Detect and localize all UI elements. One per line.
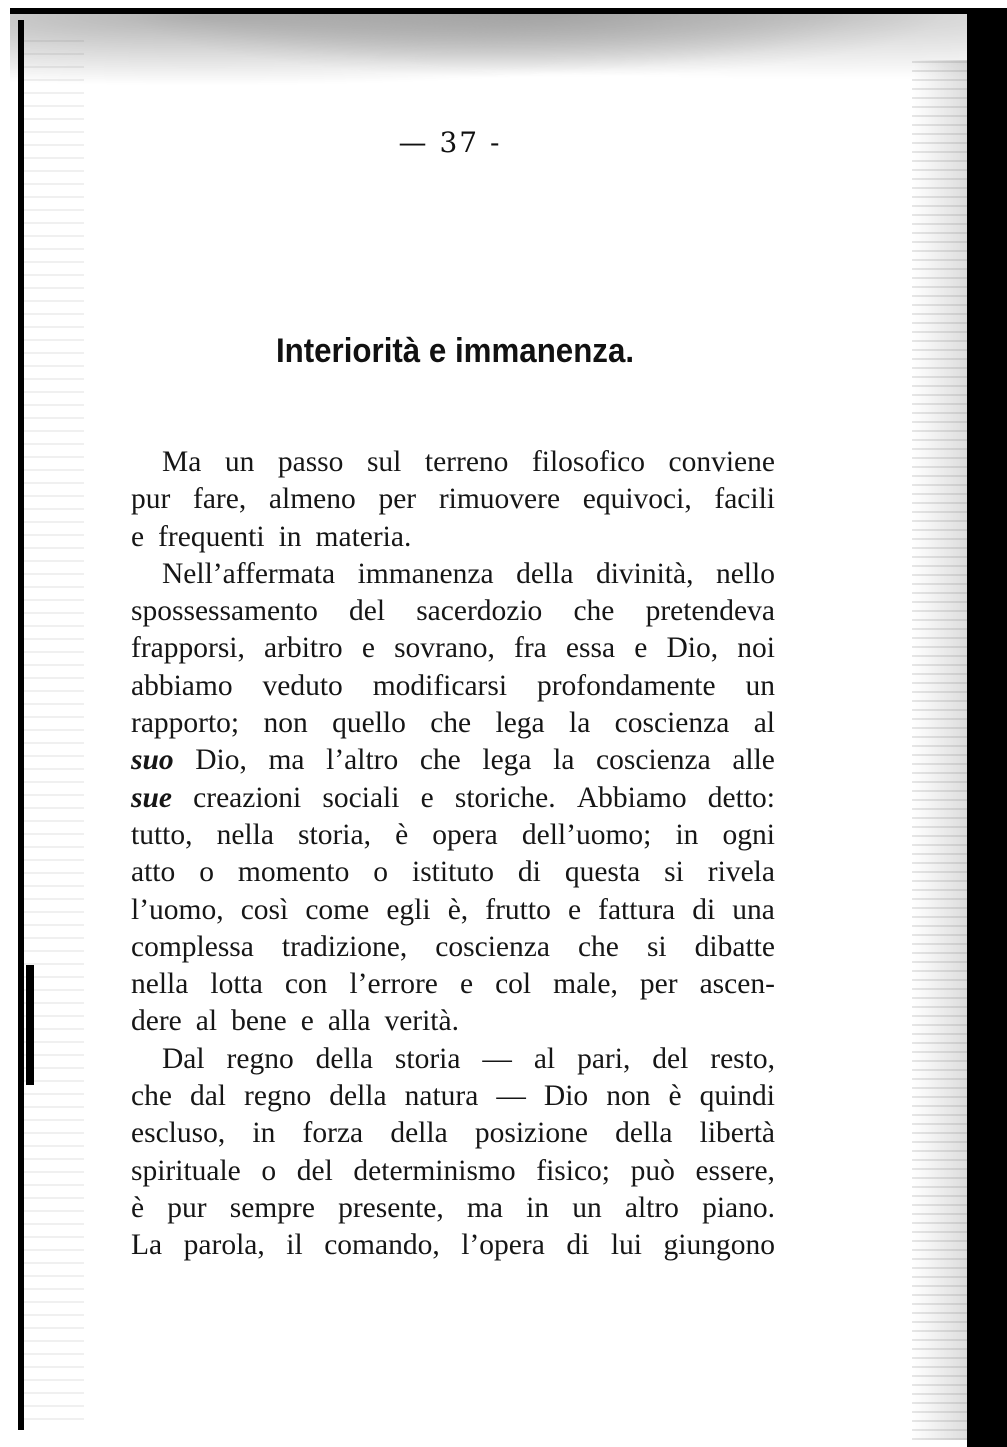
word: alle [732,744,775,777]
word: il [286,1229,303,1262]
word: di [692,893,716,926]
word: con [284,968,328,1001]
word: pur [167,1191,207,1224]
word: e [131,520,145,553]
word: alla [327,1005,371,1038]
word: fattura [598,893,676,926]
word: in [278,520,302,553]
word: sue [131,781,172,814]
word: equivoci, [582,483,692,516]
word: al [753,707,775,740]
word: per [639,968,678,1001]
word: male, [553,968,618,1001]
word: del [296,1154,333,1187]
scan-left-mark [26,965,34,1085]
word: modificarsi [372,669,508,702]
word: posizione [474,1117,588,1150]
word: essa [565,632,616,665]
word: della [390,1117,448,1150]
word: piano. [702,1191,775,1224]
text-line [131,780,775,817]
word: — [482,1042,512,1075]
word: determinismo [353,1154,516,1187]
word: storiche. [454,781,556,814]
word: La [131,1229,163,1262]
word: frutto [485,893,551,926]
word: della [315,1042,373,1075]
word: nello [715,557,775,590]
word: escluso, [131,1117,226,1150]
word: può [630,1154,675,1187]
word: noi [737,632,775,665]
text-line [131,593,775,630]
word: in [526,1191,550,1224]
word: pur [131,483,171,516]
word: facili [714,483,775,516]
word: conviene [668,446,775,478]
text-line [131,892,775,929]
word: momento [237,856,350,889]
word: è [131,1191,145,1224]
word: così [240,893,289,926]
word: libertà [699,1117,775,1150]
word: l’uomo, [131,893,224,926]
word: coscienza [596,744,711,777]
word: della [615,1117,673,1150]
word: come [305,893,370,926]
word: che [577,930,619,963]
word: veduto [262,669,343,702]
word: della [329,1080,387,1113]
word: nella [131,968,189,1001]
word: un [572,1191,602,1224]
scan-right-border [967,8,1007,1447]
word: col [495,968,532,1001]
word: fra [514,632,547,665]
word: e [361,632,375,665]
word: atto [131,856,176,889]
word: creazioni [193,781,302,814]
word: arbitro [264,632,343,665]
text-line [131,1078,775,1115]
word: la [569,707,591,740]
word: al [533,1042,556,1075]
text-line [131,1190,775,1227]
word: si [664,856,684,889]
word: comando, [324,1229,440,1262]
word: natura [404,1080,479,1113]
word: rivela [707,856,775,889]
word: in [675,818,699,851]
word: sociali [322,781,400,814]
scan-left-speckle [24,40,84,1420]
word: istituto [412,856,494,889]
word: fisico; [536,1154,610,1187]
word: che [131,1080,172,1113]
word: pretendeva [645,595,775,628]
word: e [459,968,474,1001]
word: di [566,1229,590,1262]
word: lotta [210,968,263,1001]
word: tutto, [131,818,193,851]
text-line [131,1227,775,1264]
word: essere, [695,1154,775,1187]
word: dere [131,1005,182,1038]
word: spirituale [131,1154,241,1187]
word: tradizione, [281,930,408,963]
word: Ma [162,446,202,478]
word: e [300,1005,314,1038]
word: della [516,557,574,590]
word: l’errore [349,968,438,1001]
word: passo [277,446,344,478]
word: suo [131,744,174,777]
word: storia [394,1042,461,1075]
word: la [553,744,575,777]
word: spossessamento [131,595,318,628]
word: ogni [722,818,775,851]
text-line [131,966,775,1003]
word: almeno [268,483,356,516]
word: — [496,1080,526,1113]
word: è [395,818,409,851]
word: opera [432,818,498,851]
word: forza [302,1117,364,1150]
body-text [131,444,775,1265]
word: ma [466,1191,503,1224]
scan-right-speckle [912,60,967,1440]
text-line [131,929,775,966]
word: quindi [699,1080,775,1113]
word: l’opera [461,1229,545,1262]
word: immanenza [357,557,494,590]
text-line [131,630,775,667]
text-line [131,854,775,891]
word: dell’uomo; [521,818,652,851]
word: e [634,632,648,665]
word: o [199,856,214,889]
word: coscienza [614,707,730,740]
word: resto, [710,1042,775,1075]
text-line [131,668,775,705]
word: dibatte [694,930,775,963]
word: rapporto; [131,707,240,740]
text-line [131,1153,775,1190]
word: abbiamo [131,669,233,702]
text-line [131,705,775,742]
word: complessa [131,930,254,963]
word: detto: [707,781,775,814]
word: bene [231,1005,287,1038]
word: nella [216,818,274,851]
scan-top-shadow [10,8,970,98]
word: di [517,856,541,889]
word: un [224,446,255,478]
word: o [373,856,389,889]
word: per [378,483,417,516]
word: presente, [338,1191,444,1224]
text-line [131,556,775,593]
word: sacerdozio [416,595,543,628]
word: Dio [543,1080,589,1113]
word: filosofico [531,446,645,478]
word: regno [244,1080,312,1113]
word: del [652,1042,689,1075]
word: non [263,707,308,740]
word: l’altro [326,744,399,777]
word: dal [189,1080,227,1113]
word: storia, [298,818,371,851]
word: verità. [384,1005,459,1038]
word: o [261,1154,277,1187]
word: rimuovere [438,483,561,516]
text-line [131,481,775,518]
word: si [646,930,667,963]
word: che [573,595,615,628]
word: Abbiamo [576,781,687,814]
word: terreno [424,446,509,478]
word: lega [495,707,545,740]
word: Dal [162,1042,205,1075]
word: lega [482,744,532,777]
text-line [131,519,775,556]
word: è, [447,893,469,926]
word: egli [386,893,431,926]
text-line [131,444,775,481]
word: in [252,1117,276,1150]
word: che [430,707,472,740]
word: lui [610,1229,642,1262]
word: è [668,1080,682,1113]
word: frapporsi, [131,632,245,665]
word: sul [366,446,402,478]
word: coscienza [435,930,550,963]
word: ma [268,744,305,777]
text-line [131,1041,775,1078]
word: divinità, [595,557,694,590]
word: giungono [663,1229,775,1262]
word: pari, [577,1042,631,1075]
word: Nell’affermata [162,557,336,590]
word: non [606,1080,651,1113]
word: e [567,893,582,926]
word: fare, [193,483,247,516]
word: questa [564,856,641,889]
word: frequenti [158,520,265,553]
text-line [131,742,775,779]
word: quello [332,707,406,740]
word: sempre [229,1191,315,1224]
word: altro [624,1191,679,1224]
text-line [131,817,775,854]
text-line [131,1115,775,1152]
chapter-title: Interiorità e immanenza. [275,332,635,370]
word: del [348,595,386,628]
word: Dio, [666,632,719,665]
text-line [131,1003,775,1040]
word: materia. [315,520,412,553]
scan-top-border [10,8,970,14]
word: al [195,1005,218,1038]
word: e [420,781,434,814]
word: una [732,893,775,926]
word: che [419,744,461,777]
word: profondamente [536,669,716,702]
word: regno [226,1042,294,1075]
word: ascen- [699,968,775,1001]
word: sovrano, [394,632,495,665]
word: un [745,669,775,702]
page-number: — 37 - [398,126,502,159]
word: Dio, [195,744,247,777]
word: parola, [183,1229,265,1262]
